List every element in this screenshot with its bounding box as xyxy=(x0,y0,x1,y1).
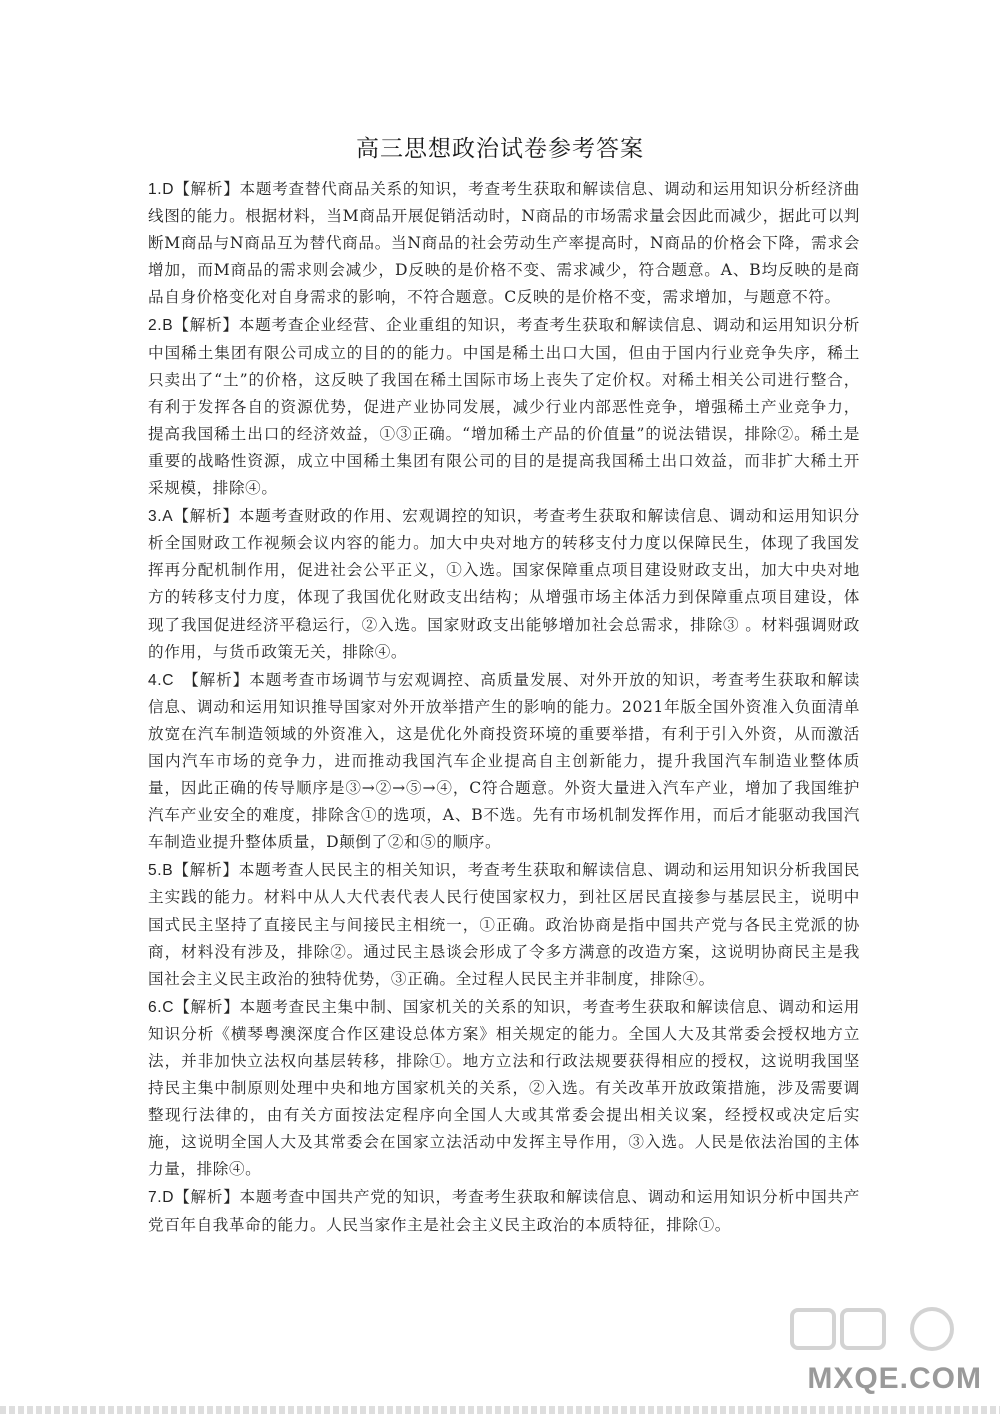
answer-number: 4.C xyxy=(148,671,175,689)
answer-number: 3.A xyxy=(148,508,174,526)
bottom-scan-strip xyxy=(0,1406,1000,1414)
answer-number: 1.D xyxy=(148,181,175,198)
answer-list xyxy=(148,176,860,1240)
answer-item-2 xyxy=(148,312,860,502)
answer-explanation: 【解析】本题考查企业经营、企业重组的知识，考查考生获取和解读信息、调动和运用知识分析中国稀土集团有限公司成立的目的的能力。中国是稀土出口大国，但由于国内行业竞争失序，稀土只卖出了“土”的价格，这反映了我国在稀土国际市场上丧失了定价权。对稀土相关公司进行整合，有利于发挥各自的资源优势，促进产业协同发展，减少行业内部恶性竞争，增强稀土产业竞争力，提高我国稀土出口的经济效益，①③正确。“增加稀土产品的价值量”的说法错误，排除②。稀土是重要的战略性资源，成立中国稀土集团有限公司的目的是提高我国稀土出口效益，而非扩大稀土开采规模，排除④。 xyxy=(148,316,860,498)
answer-explanation: 【解析】本题考查替代商品关系的知识，考查考生获取和解读信息、调动和运用知识分析经济曲线图的能力。根据材料，当M商品开展促销活动时，N商品的市场需求量会因此而减少，据此可以判断M商品与N商品互为替代商品。当N商品的社会劳动生产率提高时，N商品的价格会下降，需求会增加，而M商品的需求则会减少，D反映的是价格不变、需求减少，符合题意。A、B均反映的是商品自身价格变化对自身需求的影响，不符合题意。C反映的是价格不变，需求增加，与题意不符。 xyxy=(148,180,860,307)
answer-item-7 xyxy=(148,1184,860,1238)
answer-item-6 xyxy=(148,994,860,1184)
watermark-text: MXQE.COM xyxy=(807,1362,982,1395)
answer-number: 5.B xyxy=(148,862,174,880)
answer-item-1 xyxy=(148,176,860,311)
answer-explanation: 【解析】本题考查民主集中制、国家机关的关系的知识，考查考生获取和解读信息、调动和运用知识分析《横琴粤澳深度合作区建设总体方案》相关规定的能力。全国人大及其常委会授权地方立法，并非加快立法权向基层转移，排除①。地方立法和行政法规要获得相应的授权，这说明我国坚持民主集中制原则处理中央和地方国家机关的关系，②入选。有关改革开放政策措施，涉及需要调整现行法律的，由有关方面按法定程序向全国人大或其常委会提出相关议案，经授权或决定后实施，这说明全国人大及其常委会在国家立法活动中发挥主导作用，③入选。人民是依法治国的主体力量，排除④。 xyxy=(148,997,860,1179)
answer-number: 7.D xyxy=(148,1189,175,1207)
page-title: 高三思想政治试卷参考答案 xyxy=(356,136,644,162)
answer-item-4 xyxy=(148,667,860,857)
answer-explanation: 【解析】本题考查中国共产党的知识，考查考生获取和解读信息、调动和运用知识分析中国共产党百年自我革命的能力。人民当家作主是社会主义民主政治的本质特征，排除①。 xyxy=(148,1188,860,1234)
answer-item-5 xyxy=(148,857,860,992)
answer-item-3 xyxy=(148,503,860,666)
answer-number: 2.B xyxy=(148,317,174,335)
answer-explanation: 【解析】本题考查市场调节与宏观调控、高质量发展、对外开放的知识，考查考生获取和解读信息、调动和运用知识推导国家对外开放举措产生的影响的能力。2021年版全国外资准入负面清单放宽在汽车制造领域的外资准入，这是优化外商投资环境的重要举措，有利于引入外资，从而激活国内汽车市场的竞争力，进而推动我国汽车企业提高自主创新能力，提升我国汽车制造业整体质量，因此正确的传导顺序是③→②→⑤→④，C符合题意。外资大量进入汽车产业，增加了我国维护汽车产业安全的难度，排除含①的选项，A、B不选。先有市场机制发挥作用，而后才能驱动我国汽车制造业提升整体质量，D颠倒了②和⑤的顺序。 xyxy=(148,670,860,852)
answer-number: 6.C xyxy=(148,998,175,1016)
answer-explanation: 【解析】本题考查财政的作用、宏观调控的知识，考查考生获取和解读信息、调动和运用知识分析全国财政工作视频会议内容的能力。加大中央对地方的转移支付力度以保障民生，体现了我国发挥再分配机制作用，促进社会公平正义，①入选。国家保障重点项目建设财政支出，加大中央对地方的转移支付力度，体现了我国优化财政支出结构；从增强市场主体活力到保障重点项目建设，体现了我国促进经济平稳运行，②入选。国家财政支出能够增加社会总需求，排除③ 。材料强调财政的作用，与货币政策无关，排除④。 xyxy=(148,507,860,661)
answer-explanation: 【解析】本题考查人民民主的相关知识，考查考生获取和解读信息、调动和运用知识分析我国民主实践的能力。材料中从人大代表代表人民行使国家权力，到社区居民直接参与基层民主，说明中国式民主坚持了直接民主与间接民主相统一，①正确。政治协商是指中国共产党与各民主党派的协商，材料没有涉及，排除②。通过民主恳谈会形成了令多方满意的改造方案，这说明协商民主是我国社会主义民主政治的独特优势，③正确。全过程人民民主并非制度，排除④。 xyxy=(148,861,860,988)
